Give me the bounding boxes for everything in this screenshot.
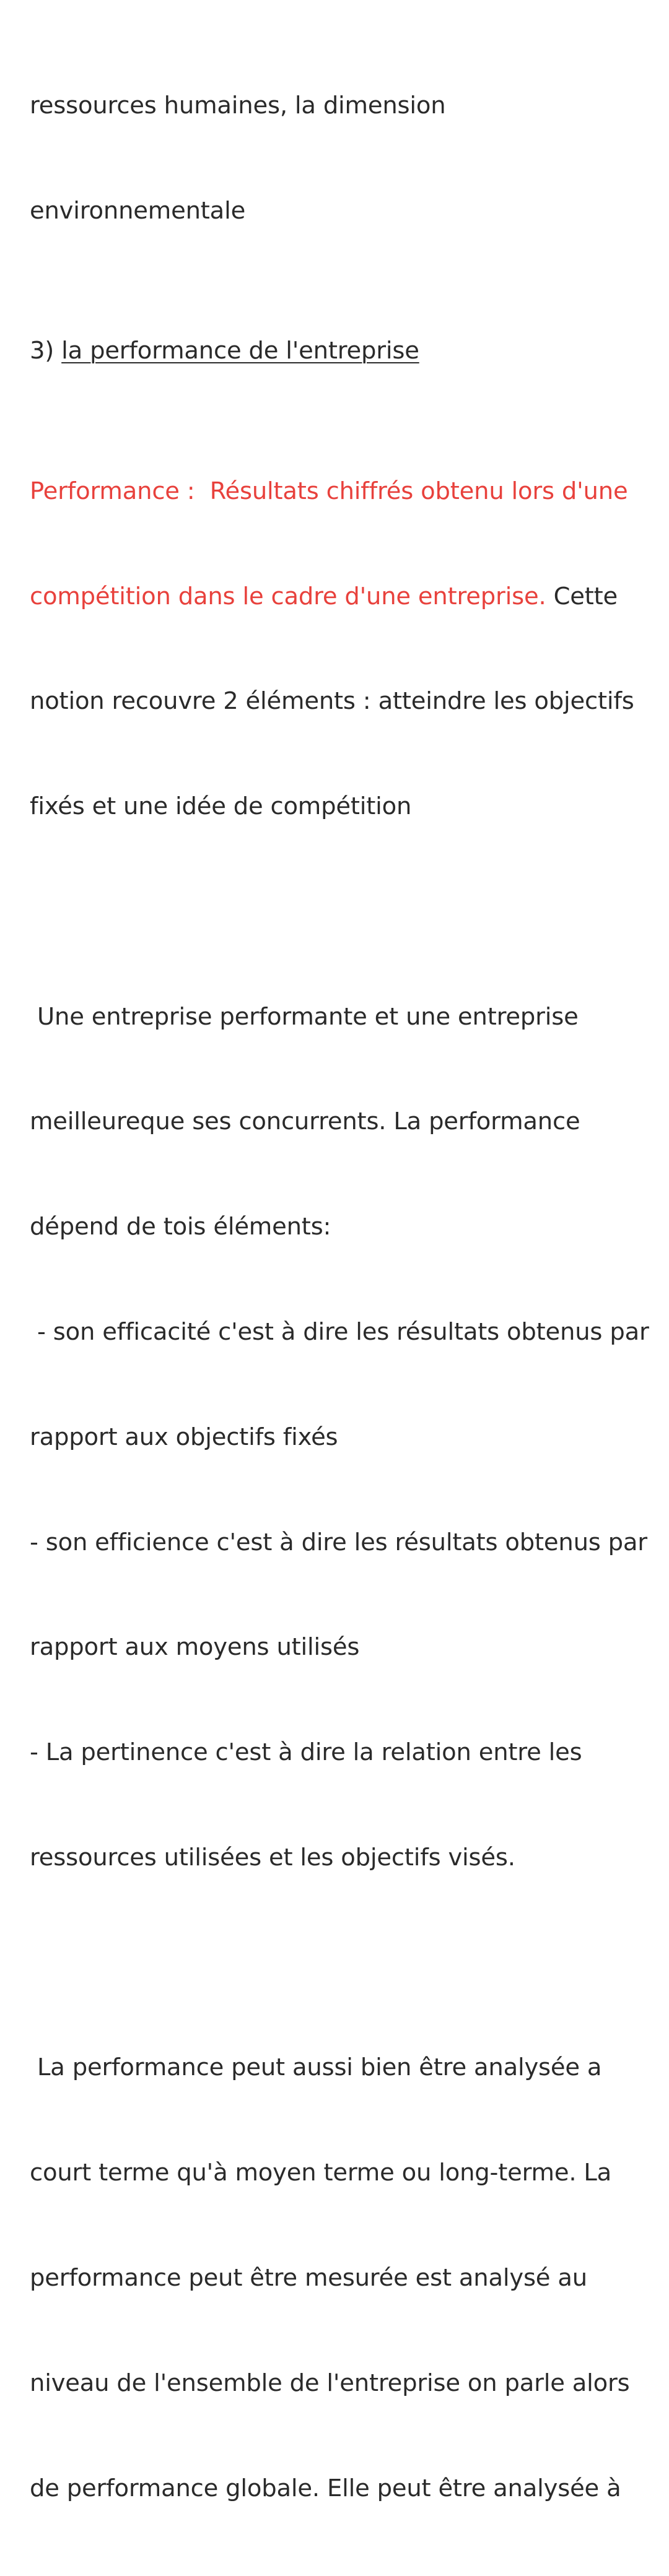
spacer [30, 895, 649, 930]
heading-text: la performance de l'entreprise [61, 337, 419, 365]
text-line: fixés et une idée de compétition [30, 792, 412, 821]
text-line: rapport aux objectifs fixés [30, 1423, 338, 1451]
text-line: ressources humaines, la dimension [30, 92, 446, 120]
text-line: de performance globale. Elle peut être analysée à [30, 2474, 621, 2502]
text-line: notion recouvre 2 éléments : atteindre les objectifs [30, 687, 634, 716]
spacer [30, 1946, 649, 1981]
spacer [30, 369, 649, 404]
text-line: La performance peut aussi bien être analysée a [30, 2053, 602, 2082]
text-line: rapport aux moyens utilisés [30, 1633, 360, 1662]
definition-paragraph [30, 404, 649, 895]
text-line: court terme qu'à moyen terme ou long-terme. La [30, 2159, 612, 2187]
text-line: Une entreprise performante et une entreprise [30, 1002, 579, 1031]
text-line: dépend de tois éléments: [30, 1213, 331, 1241]
text-line: ressources utilisées et les objectifs visés. [30, 1843, 515, 1871]
text-line: performance peut être mesurée est analysé au [30, 2264, 587, 2292]
heading-number: 3) [30, 337, 62, 365]
analysis-paragraph [30, 1980, 649, 2576]
spacer [30, 299, 649, 334]
section-heading [30, 334, 649, 369]
text-line: niveau de l'ensemble de l'entreprise on parle alors [30, 2369, 630, 2397]
list-item: - La pertinence c'est à dire la relation entre les [30, 1738, 582, 1767]
text-line: meilleureque ses concurrents. La performance [30, 1108, 580, 1136]
list-item: - son efficience c'est à dire les résultats obtenus par [30, 1528, 647, 1556]
definition-term-line: Performance : Résultats chiffrés obtenu lors d'une [30, 477, 628, 505]
text-span: Cette [546, 582, 618, 610]
definition-term-continuation: compétition dans le cadre d'une entreprise. [30, 582, 546, 610]
text-line [30, 579, 649, 615]
text-line: environnementale [30, 196, 246, 225]
document-page [30, 19, 649, 2576]
intro-paragraph [30, 19, 649, 299]
list-item: - son efficacité c'est à dire les résultats obtenus par [30, 1317, 649, 1346]
performance-elements-paragraph [30, 929, 649, 1945]
